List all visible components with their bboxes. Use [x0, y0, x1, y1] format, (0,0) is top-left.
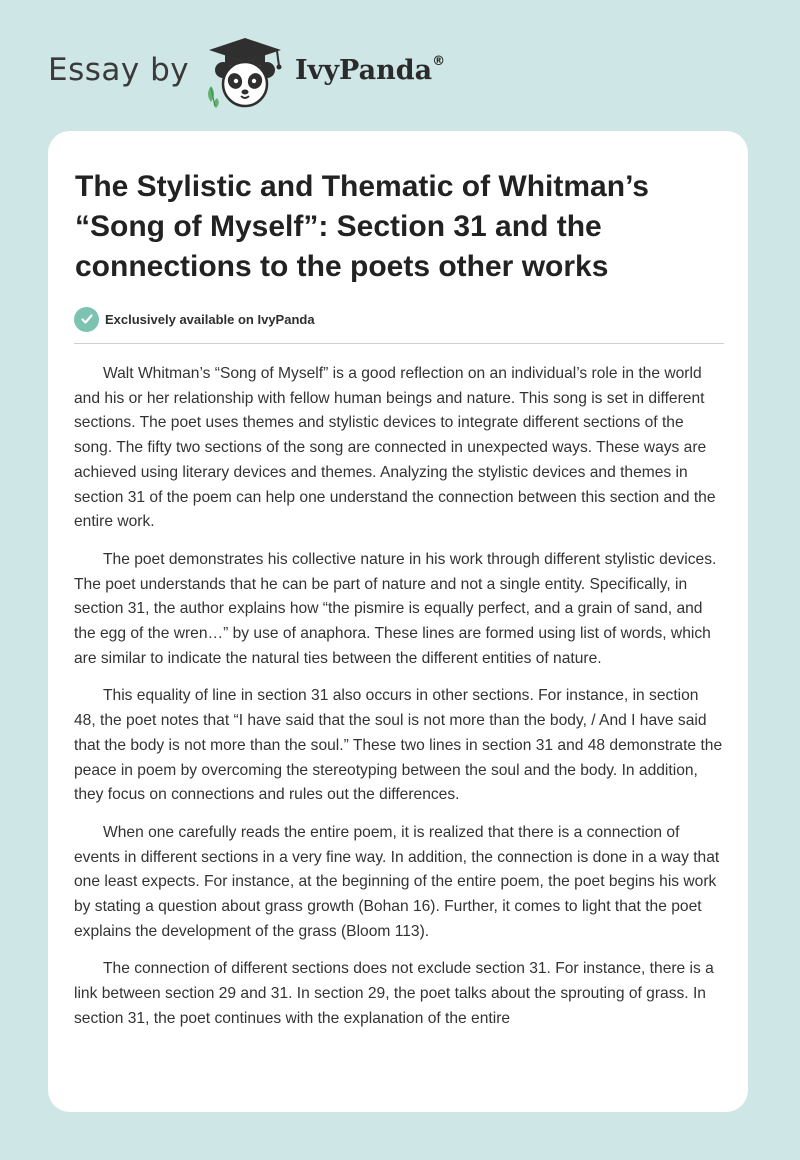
paragraph: The connection of different sections does not exclude section 31. For instance, there is a link between section 29 and 31. In section 29, the poet talks about the sprouting of grass. In section 31, the poet continues with the explanation of the entire: [74, 960, 714, 1027]
brand-logo-text[interactable]: IvyPanda®: [295, 54, 446, 86]
essay-card: [48, 131, 748, 1112]
essay-body: [74, 362, 724, 1045]
paragraph: Walt Whitman’s “Song of Myself” is a good reflection on an individual’s role in the world and his or her relationship with fellow human beings and nature. This song is set in different sections. The poet uses themes and stylistic devices to integrate different sections of the song. The fifty two sections of the song are connected in unexpected ways. These ways are achieved using literary devices and themes. Analyzing the stylistic devices and themes in section 31 of the poem can help one understand the connection between this section and the entire work.: [74, 365, 716, 531]
paragraph: When one carefully reads the entire poem, it is realized that there is a connection of events in different sections in a very fine way. In addition, the connection is done in a way that one least expects. For instance, at the beginning of the entire poem, the poet begins his work by stating a question about grass growth (Bohan 16). Further, it comes to light that the poet explains the development of the grass (Bloom 113).: [74, 823, 720, 940]
paragraph: This equality of line in section 31 also occurs in other sections. For instance, in section 48, the poet notes that “I have said that the soul is not more than the body, / And I have said that the body is not more than the soul.” These two lines in section 31 and 48 demonstrate the peace in poem by overcoming the stereotyping between the soul and the body. In addition, they focus on connections and rules out the differences.: [74, 687, 723, 804]
check-circle-icon: [74, 307, 99, 332]
paragraph: The poet demonstrates his collective nature in his work through different stylistic devices. The poet understands that he can be part of nature and not a single entity. Specifically, in section 31, the author explains how “the pismire is equally perfect, and a grain of sand, and the egg of the wren…” by use of anaphora. These lines are formed using list of words, which are similar to indicate the natural ties between the different entities of nature.: [74, 550, 717, 667]
site-header: [48, 36, 548, 108]
page-title: The Stylistic and Thematic of Whitman’s “Song of Myself”: Section 31 and the connections to the poets other works: [75, 170, 649, 283]
panda-graduate-icon[interactable]: [201, 36, 289, 108]
exclusive-label: Exclusively available on IvyPanda: [105, 311, 315, 327]
essay-by-label: Essay by: [48, 52, 190, 88]
exclusive-badge: [74, 306, 315, 332]
divider: [74, 343, 724, 344]
